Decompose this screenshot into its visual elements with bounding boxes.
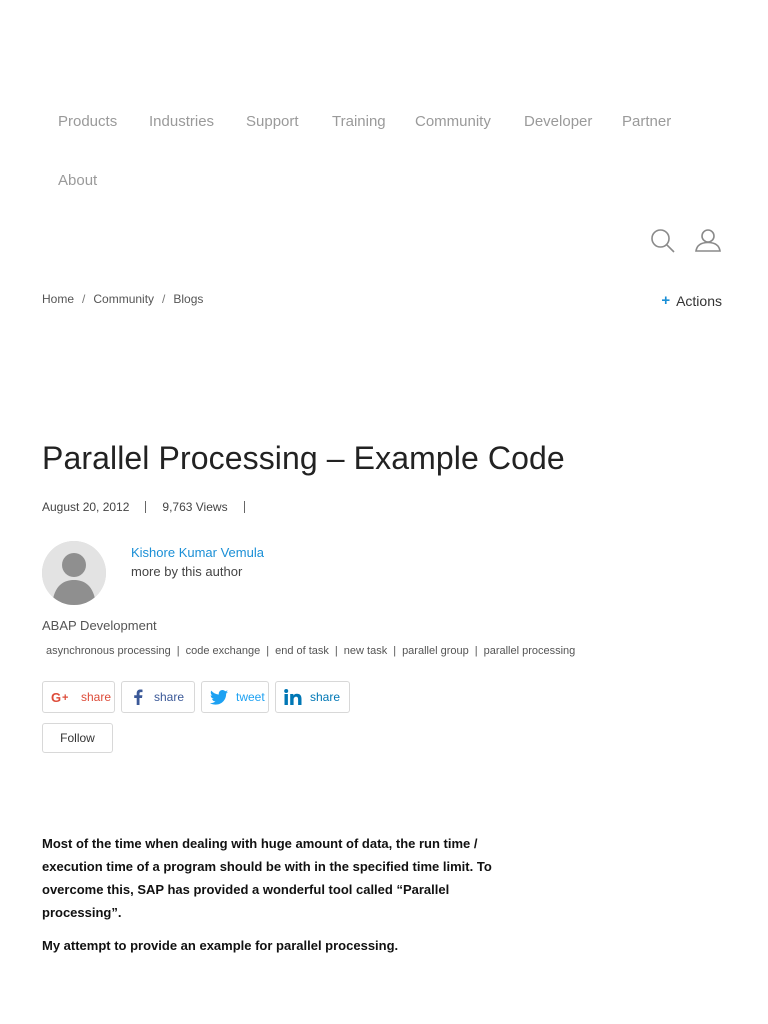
- article-paragraph: My attempt to provide an example for parallel processing.: [42, 938, 399, 953]
- user-icon[interactable]: [693, 226, 723, 256]
- share-label: share: [310, 690, 341, 704]
- facebook-icon: [130, 687, 146, 707]
- article-paragraph: Most of the time when dealing with huge amount of data, the run time / execution time of a program should be with in the specified time limit. To overcome this, SAP has provided a wonderful tool called “Parallel processing”.: [42, 836, 492, 920]
- plus-icon: +: [661, 292, 671, 309]
- svg-text:G: G: [51, 690, 62, 704]
- google-plus-icon: [51, 687, 73, 707]
- tag-separator: |: [393, 645, 397, 657]
- nav-item-training[interactable]: Training: [332, 113, 386, 130]
- page-title: Parallel Processing – Example Code: [42, 440, 565, 476]
- nav-item-developer[interactable]: Developer: [524, 113, 593, 130]
- tag-item[interactable]: parallel processing: [483, 645, 576, 657]
- more-by-author-link[interactable]: more by this author: [131, 564, 243, 579]
- twitter-share-button[interactable]: [201, 681, 269, 713]
- breadcrumb-separator: /: [82, 292, 86, 306]
- search-icon[interactable]: [648, 226, 678, 256]
- facebook-share-button[interactable]: [121, 681, 195, 713]
- svg-text:+: +: [62, 692, 69, 704]
- nav-item-products[interactable]: Products: [58, 113, 118, 130]
- article-meta: [42, 500, 261, 514]
- google-plus-share-button[interactable]: [42, 681, 115, 713]
- share-label: tweet: [236, 690, 265, 704]
- twitter-icon: [210, 687, 228, 707]
- tag-separator: |: [334, 645, 338, 657]
- avatar[interactable]: [42, 541, 106, 605]
- tag-item[interactable]: parallel group: [402, 645, 469, 657]
- linkedin-share-button[interactable]: [275, 681, 350, 713]
- breadcrumb-blogs[interactable]: Blogs: [173, 292, 204, 306]
- breadcrumb-community[interactable]: Community: [93, 292, 155, 306]
- tag-item[interactable]: new task: [343, 645, 388, 657]
- share-label: share: [153, 690, 184, 704]
- category-label[interactable]: ABAP Development: [42, 618, 157, 633]
- publish-date: August 20, 2012: [42, 500, 130, 514]
- tag-item[interactable]: end of task: [275, 645, 329, 657]
- nav-item-community[interactable]: Community: [415, 113, 491, 130]
- nav-item-industries[interactable]: Industries: [149, 113, 215, 130]
- actions-label: Actions: [676, 292, 722, 309]
- share-label: share: [81, 690, 112, 704]
- article-body: [42, 832, 522, 967]
- view-count: 9,763 Views: [162, 500, 228, 514]
- tag-item[interactable]: asynchronous processing: [46, 645, 171, 657]
- divider: [244, 501, 245, 513]
- tag-separator: |: [474, 645, 478, 657]
- nav-item-support[interactable]: Support: [246, 113, 299, 130]
- author-block: [42, 541, 264, 605]
- tag-separator: |: [176, 645, 180, 657]
- author-name-link[interactable]: Kishore Kumar Vemula: [131, 545, 264, 560]
- divider: [145, 501, 146, 513]
- breadcrumb-home[interactable]: Home: [42, 292, 75, 306]
- tag-list: [46, 645, 575, 657]
- tag-item[interactable]: code exchange: [185, 645, 261, 657]
- follow-button[interactable]: Follow: [42, 723, 113, 753]
- nav-item-partner[interactable]: Partner: [622, 113, 672, 130]
- breadcrumb-separator: /: [162, 292, 166, 306]
- nav-item-about[interactable]: About: [58, 172, 98, 189]
- actions-button[interactable]: [661, 292, 722, 309]
- linkedin-icon: [284, 687, 302, 707]
- tag-separator: |: [266, 645, 270, 657]
- share-bar: [42, 681, 356, 713]
- breadcrumb: [42, 292, 203, 306]
